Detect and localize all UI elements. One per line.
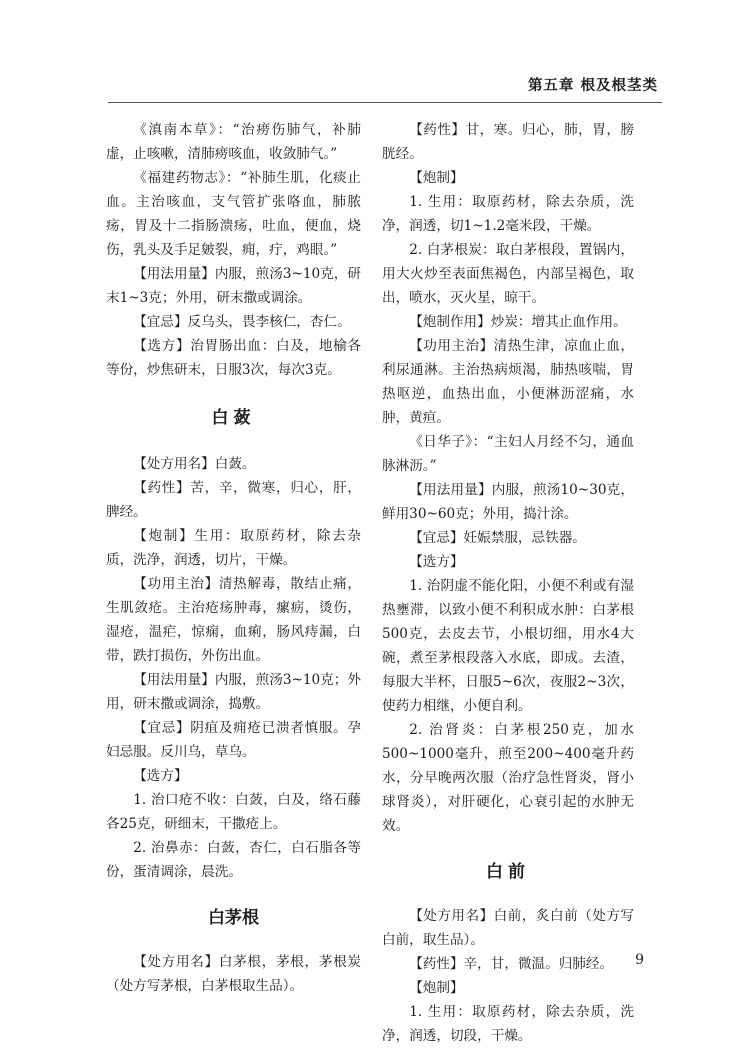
paragraph: 【用法用量】内服，煎汤10~30克，鲜用30~60克；外用，捣汁涂。 [382, 482, 634, 522]
paragraph: 2. 治肾炎：白茅根250克，加水500~1000毫升，煎至200~400毫升药水，分早晚两次服（治疗急性肾炎，肾小球肾炎），对肝硬化，心衰引起的水肿无效。 [382, 722, 634, 834]
header-rule [108, 102, 662, 103]
paragraph: 【药性】苦，辛，微寒，归心，肝，脾经。 [106, 480, 361, 520]
section-heading: 白前 [486, 862, 530, 882]
paragraph: 【选方】 [409, 554, 464, 570]
paragraph: 【药性】甘，寒。归心，肺，胃，膀胱经。 [382, 122, 634, 162]
left-column [106, 118, 361, 998]
section-heading: 白蔹 [211, 408, 256, 428]
paragraph: 【用法用量】内服，煎汤3~10克，研末1~3克；外用，研末撒或调涂。 [106, 266, 361, 306]
paragraph: 【炮制】生用：取原药材，除去杂质，洗净，润透，切片，干燥。 [106, 528, 361, 568]
running-header: 第五章 根及根茎类 [527, 78, 658, 94]
paragraph: 【炮制】 [409, 170, 464, 186]
paragraph: 【炮制作用】炒炭：增其止血作用。 [409, 314, 627, 330]
paragraph: 【选方】 [133, 768, 188, 784]
paragraph: 《福建药物志》：“补肺生肌，化痰止血。主治咳血，支气管扩张咯血，肺脓疡，胃及十二指肠溃疡，吐血，便血，烧伤，乳头及手足皴裂，痈，疔，鸡眼。” [106, 170, 361, 258]
section-heading: 白茅根 [208, 908, 259, 928]
paragraph: 【用法用量】内服，煎汤3~10克；外用，研末撒或调涂，捣敷。 [106, 672, 361, 712]
paragraph: 【处方用名】白蔹。 [133, 456, 256, 472]
paragraph: 《滇南本草》：“治痨伤肺气，补肺虚，止咳嗽，清肺痨咳血，收敛肺气。” [106, 122, 361, 162]
paragraph: 1. 治口疮不收：白蔹，白及，络石藤各25克，研细末，干撒疮上。 [106, 792, 361, 832]
paragraph: 【处方用名】白茅根，茅根，茅根炭（处方写茅根，白茅根取生品）。 [106, 954, 361, 994]
page-number: 9 [635, 952, 644, 968]
paragraph: 【选方】治胃肠出血：白及，地榆各等份，炒焦研末，日服3次，每次3克。 [106, 338, 361, 378]
paragraph: 2. 白茅根炭：取白茅根段，置锅内，用大火炒至表面焦褐色，内部呈褐色，取出，喷水，灭火星，晾干。 [382, 242, 634, 306]
paragraph: 【功用主治】清热生津，凉血止血，利尿通淋。主治热病烦渴，肺热咳喘，胃热呕逆，血热出血，小便淋沥涩痛，水肿，黄疸。 [382, 338, 634, 426]
paragraph: 【宜忌】反乌头，畏李核仁，杏仁。 [133, 314, 351, 330]
paragraph: 1. 生用：取原药材，除去杂质，洗净，润透，切1~1.2毫米段，干燥。 [382, 194, 634, 234]
paragraph: 1. 生用：取原药材，除去杂质，洗净，润透，切段，干燥。 [382, 1004, 634, 1044]
paragraph: 【宜忌】阴疽及痈疮已溃者慎服。孕妇忌服。反川乌，草乌。 [106, 720, 361, 760]
paragraph: 2. 治鼻赤：白蔹，杏仁，白石脂各等份，蛋清调涂，晨洗。 [106, 840, 361, 880]
paragraph: 1. 治阴虚不能化阳，小便不利或有湿热壅滞，以致小便不利积成水肿：白茅根500克，去皮去节，小根切细，用水4大碗，煮至茅根段落入水底，即成。去渣，每服大半杯，日服5~6次，夜服2~3次，使药力相继，小便自利。 [382, 578, 634, 714]
paragraph: 【处方用名】白前，炙白前（处方写白前，取生品）。 [382, 908, 634, 948]
right-column [382, 118, 634, 1048]
paragraph: 【宜忌】妊娠禁服，忌铁器。 [409, 530, 586, 546]
paragraph: 【炮制】 [409, 980, 464, 996]
paragraph: 【药性】辛，甘，微温。归肺经。 [409, 956, 614, 972]
paragraph: 《日华子》：“主妇人月经不匀，通血脉淋沥。” [382, 434, 634, 474]
paragraph: 【功用主治】清热解毒，散结止痛，生肌敛疮。主治疮疡肿毒，瘰疬，烫伤，湿疮，温疟，惊痫，血痢，肠风痔漏，白带，跌打损伤，外伤出血。 [106, 576, 361, 664]
